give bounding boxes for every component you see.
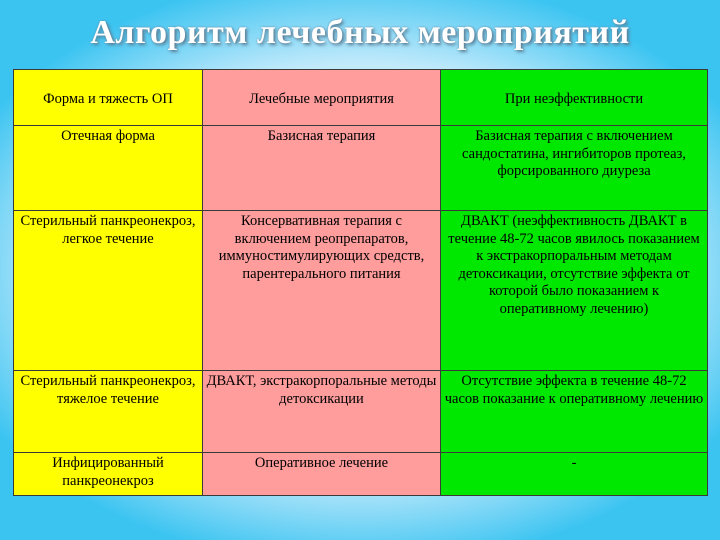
cell-form: Отечная форма	[14, 126, 203, 211]
cell-ineffective: -	[441, 453, 708, 496]
cell-form: Инфицированный панкреонекроз	[14, 453, 203, 496]
cell-form: Стерильный панкреонекроз, тяжелое течение	[14, 371, 203, 453]
table-row	[14, 211, 708, 371]
table-row	[14, 126, 708, 211]
cell-treatment: Консервативная терапия с включением реопрепаратов, иммуностимулирующих средств, парентерального питания	[203, 211, 441, 371]
slide-title: Алгоритм лечебных мероприятий	[90, 14, 630, 51]
cell-ineffective: Базисная терапия с включением сандостатина, ингибиторов протеаз, форсированного диуреза	[441, 126, 708, 211]
header-form-severity: Форма и тяжесть ОП	[14, 70, 203, 126]
cell-form: Стерильный панкреонекроз, легкое течение	[14, 211, 203, 371]
table-row	[14, 453, 708, 496]
cell-treatment: Базисная терапия	[203, 126, 441, 211]
header-if-ineffective: При неэффективности	[441, 70, 708, 126]
treatment-algorithm-table	[13, 69, 708, 496]
cell-ineffective: Отсутствие эффекта в течение 48-72 часов показание к оперативному лечению	[441, 371, 708, 453]
table-row	[14, 371, 708, 453]
header-treatment: Лечебные мероприятия	[203, 70, 441, 126]
cell-ineffective: ДВАКТ (неэффективность ДВАКТ в течение 48-72 часов явилось показанием к экстракорпоральным методам детоксикации, отсутствие эффекта от которой было показанием к оперативному лечению)	[441, 211, 708, 371]
cell-treatment: Оперативное лечение	[203, 453, 441, 496]
table-header-row	[14, 70, 708, 126]
cell-treatment: ДВАКТ, экстракорпоральные методы детоксикации	[203, 371, 441, 453]
